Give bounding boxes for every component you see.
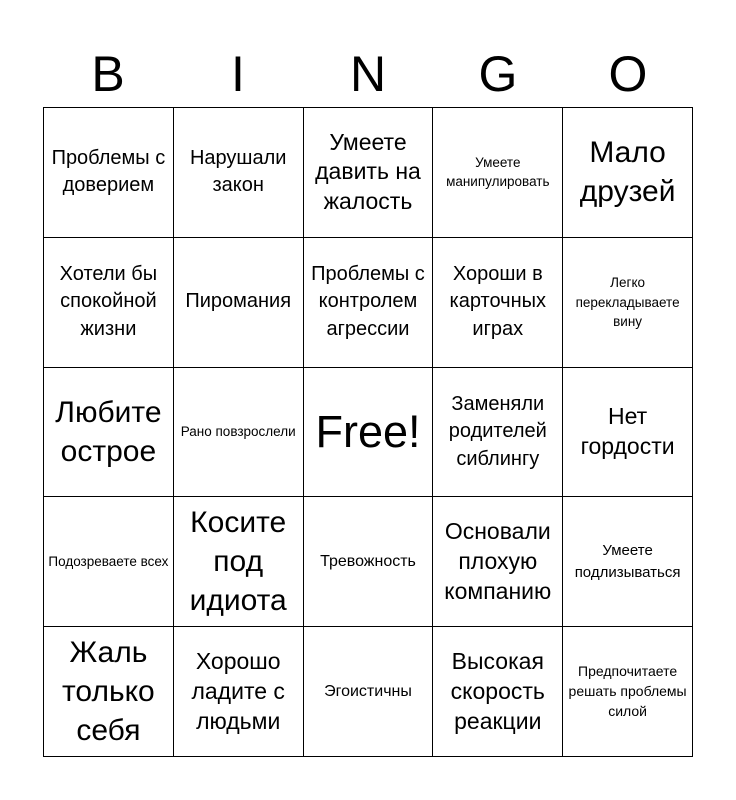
cell-text: Проблемы с контролем агрессии [311,262,425,340]
bingo-cell[interactable] [44,368,174,498]
cell-text: Жаль только себя [62,636,155,748]
bingo-cell[interactable] [304,108,434,238]
cell-text: Рано повзрослели [180,424,296,440]
header-letter-o: O [608,46,648,102]
cell-text: Умеете манипулировать [446,155,550,190]
cell-text: Заменяли родителей сиблингу [448,392,547,470]
cell-text: Хотели бы спокойной жизни [59,262,158,340]
cell-text: Подозреваете всех [48,554,169,570]
cell-text: Любите острое [55,395,162,468]
bingo-cell[interactable] [563,238,693,368]
cell-text: Проблемы с доверием [51,146,166,197]
bingo-cell[interactable] [174,238,304,368]
bingo-cell[interactable] [433,368,563,498]
bingo-cell[interactable] [563,108,693,238]
bingo-cell[interactable] [174,627,304,757]
cell-text: Нет гордости [580,403,675,459]
bingo-cell[interactable] [44,108,174,238]
bingo-header [43,40,693,108]
bingo-cell[interactable] [174,497,304,627]
bingo-cell[interactable] [304,238,434,368]
bingo-cell[interactable] [433,108,563,238]
cell-text: Мало друзей [579,136,676,209]
free-cell[interactable] [304,368,434,498]
cell-text: Тревожность [320,552,416,570]
bingo-cell[interactable] [174,368,304,498]
cell-text: Умеете давить на жалость [315,128,421,215]
cell-text: Эгоистичны [324,682,412,700]
bingo-cell[interactable] [563,368,693,498]
cell-text: Хорошо ладите с людьми [191,647,285,734]
cell-text: Нарушали закон [189,146,287,197]
cell-text: Косите под идиота [189,506,287,618]
bingo-cell[interactable] [44,497,174,627]
bingo-cell[interactable] [304,497,434,627]
header-letter-g: G [478,46,518,102]
bingo-cell[interactable] [433,627,563,757]
cell-text: Хороши в карточных играх [449,262,547,340]
bingo-cell[interactable] [433,238,563,368]
cell-text: Пиромания [185,290,292,313]
cell-text: Предпочитаете решать проблемы силой [568,662,687,719]
header-letter-i: I [231,46,245,102]
bingo-cell[interactable] [304,627,434,757]
bingo-cell[interactable] [44,627,174,757]
header-letter-b: B [91,46,125,102]
cell-text: Легко перекладываете вину [575,275,680,329]
cell-text: Умеете подлизываться [574,542,681,581]
bingo-cell[interactable] [433,497,563,627]
bingo-cell[interactable] [44,238,174,368]
bingo-cell[interactable] [174,108,304,238]
free-text: Free! [315,406,421,458]
bingo-cell[interactable] [563,627,693,757]
bingo-cell[interactable] [563,497,693,627]
header-letter-n: N [349,46,387,102]
cell-text: Высокая скорость реакции [450,647,545,734]
cell-text: Основали плохую компанию [444,517,552,604]
bingo-board [43,107,693,757]
